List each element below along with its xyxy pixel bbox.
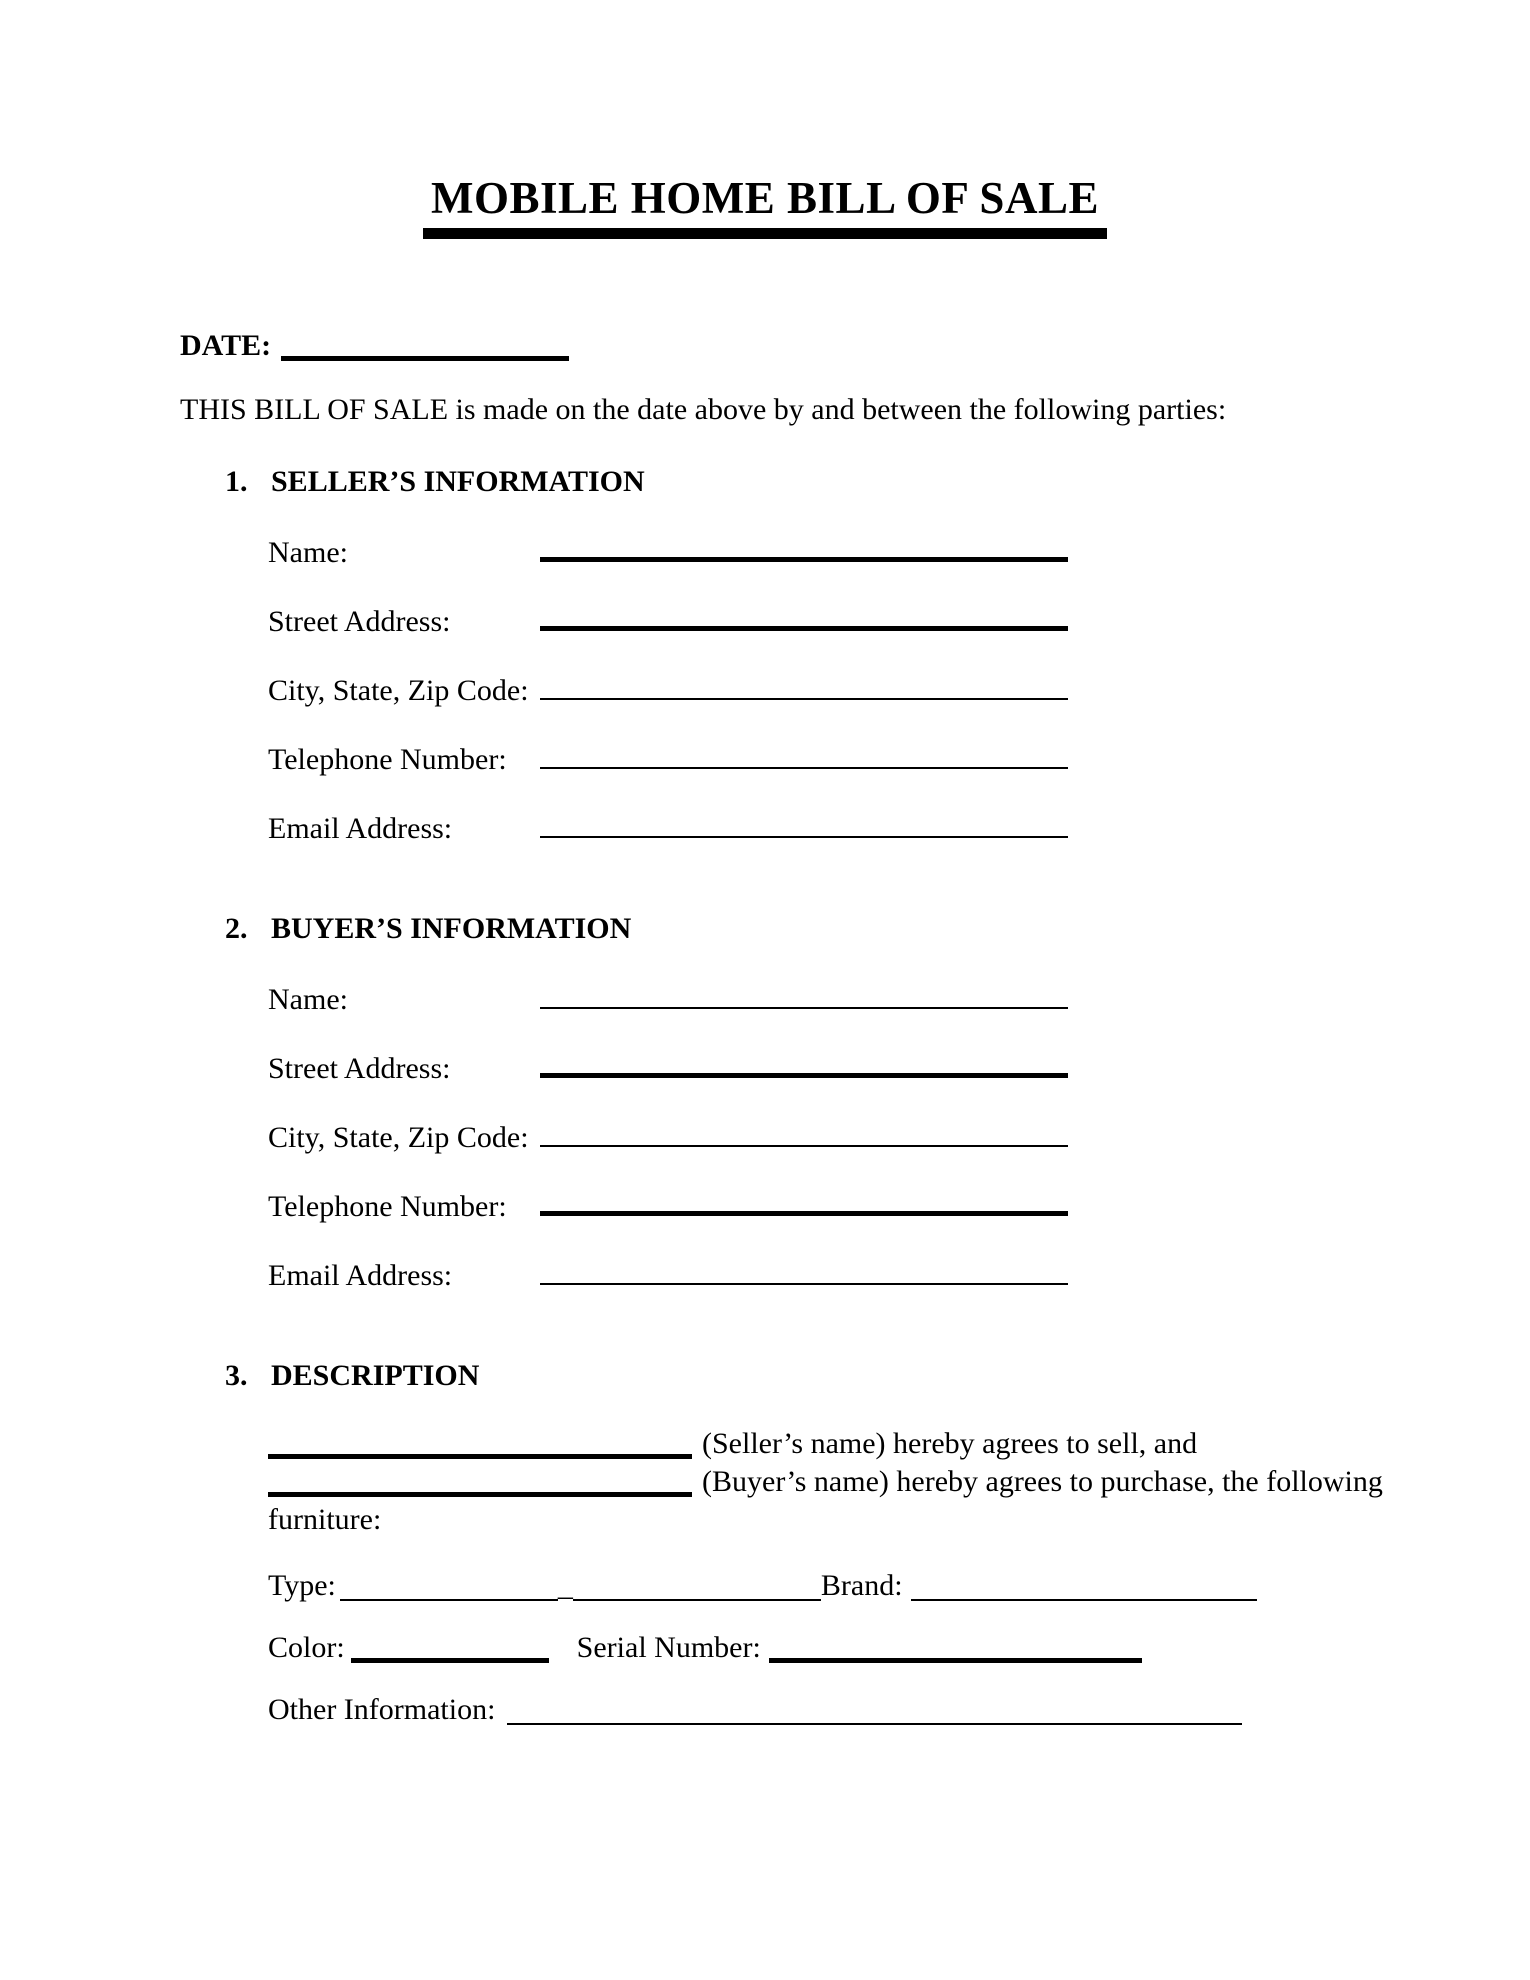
buyer-phone-input-line[interactable] [540,1186,1068,1216]
description-seller-text: (Seller’s name) hereby agrees to sell, and [702,1427,1198,1460]
description-buyer-row [268,1463,1530,1501]
buyer-phone-row [268,1186,1530,1224]
description-buyer-name-line[interactable] [268,1467,692,1497]
other-information-input-line[interactable] [507,1695,1242,1725]
buyer-section-number: 2. [225,912,248,945]
buyer-name-input-line[interactable] [540,979,1068,1009]
buyer-fields [268,979,1530,1293]
buyer-section [0,910,1530,1293]
seller-street-row [268,601,1530,639]
seller-street-input-line[interactable] [540,601,1068,631]
type-input-line-1[interactable] [340,1571,558,1601]
type-label: Type: [268,1569,336,1602]
buyer-street-row [268,1048,1530,1086]
color-label: Color: [268,1631,345,1664]
serial-number-input-line[interactable] [769,1633,1142,1663]
seller-section-heading [225,463,1530,501]
seller-phone-label: Telephone Number: [268,743,507,776]
color-serial-row [268,1629,1530,1667]
description-section-heading [225,1357,1530,1395]
serial-number-label: Serial Number: [576,1631,761,1664]
brand-label: Brand: [820,1569,903,1602]
date-row [180,327,1530,365]
buyer-city-label: City, State, Zip Code: [268,1121,529,1154]
buyer-name-label: Name: [268,983,348,1016]
seller-city-input-line[interactable] [540,670,1068,700]
seller-name-row [268,532,1530,570]
seller-phone-row [268,739,1530,777]
buyer-street-label: Street Address: [268,1052,451,1085]
seller-phone-input-line[interactable] [540,739,1068,769]
buyer-name-row [268,979,1530,1017]
seller-city-row [268,670,1530,708]
seller-email-row [268,808,1530,846]
document-title: MOBILE HOME BILL OF SALE [423,172,1107,239]
seller-street-label: Street Address: [268,605,451,638]
seller-email-input-line[interactable] [540,808,1068,838]
type-brand-row [268,1567,1530,1605]
seller-name-input-line[interactable] [540,532,1068,562]
seller-section-number: 1. [225,465,248,498]
seller-section-title: SELLER’S INFORMATION [271,465,645,498]
seller-email-label: Email Address: [268,812,453,845]
buyer-city-row [268,1117,1530,1155]
color-input-line[interactable] [351,1633,549,1663]
seller-name-label: Name: [268,536,348,569]
description-section-number: 3. [225,1359,248,1392]
description-continuation: furniture: [268,1503,382,1536]
description-section-title: DESCRIPTION [271,1359,480,1392]
description-seller-row [268,1425,1530,1463]
buyer-street-input-line[interactable] [540,1048,1068,1078]
date-label: DATE: [180,329,272,362]
buyer-email-label: Email Address: [268,1259,453,1292]
intro-paragraph: THIS BILL OF SALE is made on the date above by and between the following parties: [180,393,1227,426]
description-section [0,1357,1530,1729]
description-buyer-text: (Buyer’s name) hereby agrees to purchase, the following [702,1465,1383,1498]
buyer-section-heading [225,910,1530,948]
buyer-phone-label: Telephone Number: [268,1190,507,1223]
brand-input-line[interactable] [911,1571,1257,1601]
other-information-label: Other Information: [268,1693,496,1726]
seller-section [0,463,1530,846]
description-body [268,1425,1530,1539]
description-seller-name-line[interactable] [268,1429,692,1459]
date-input-line[interactable] [281,331,569,361]
buyer-email-row [268,1255,1530,1293]
buyer-email-input-line[interactable] [540,1255,1068,1285]
seller-city-label: City, State, Zip Code: [268,674,529,707]
buyer-city-input-line[interactable] [540,1117,1068,1147]
title-block [0,172,1530,239]
buyer-section-title: BUYER’S INFORMATION [271,912,632,945]
type-input-line-2[interactable] [573,1571,821,1601]
other-information-row [268,1691,1530,1729]
type-line-gap-char: _ [557,1569,573,1602]
seller-fields [268,532,1530,846]
